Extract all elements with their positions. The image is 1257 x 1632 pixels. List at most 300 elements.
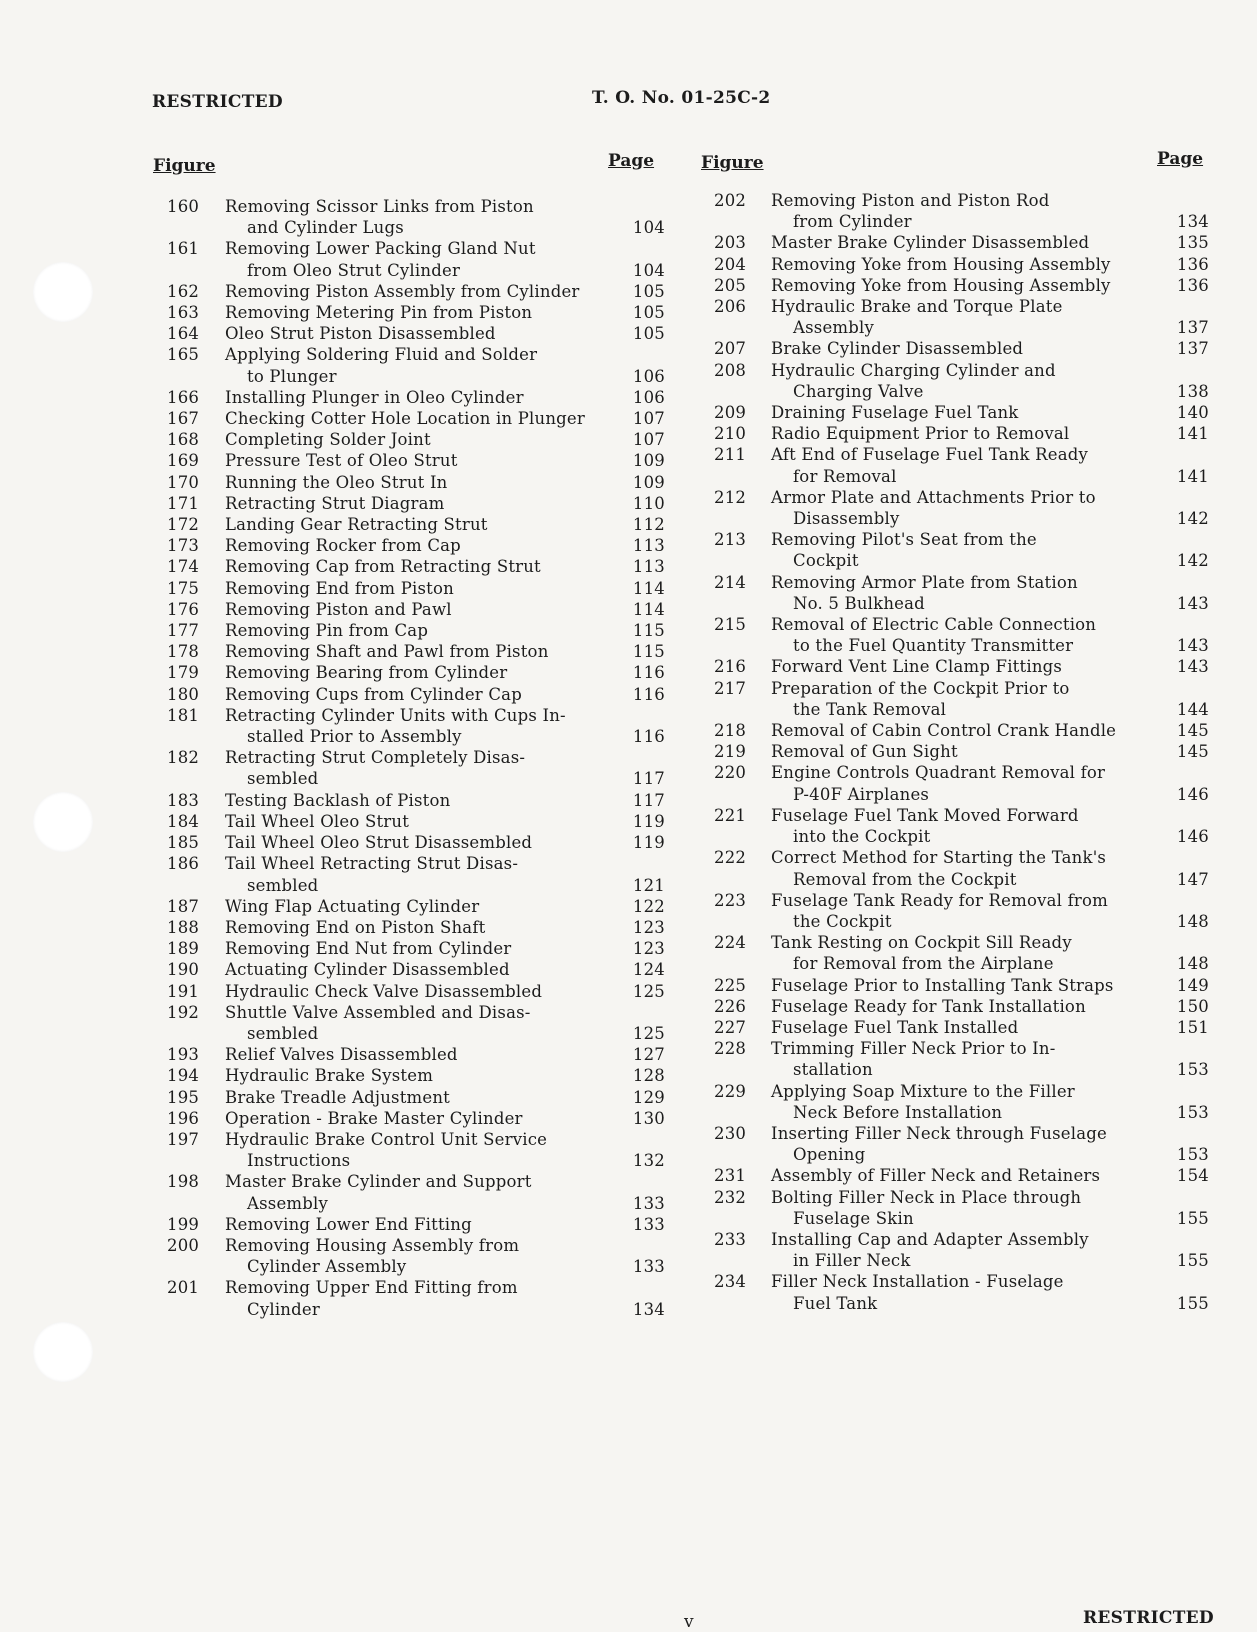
figure-entry xyxy=(167,578,665,599)
punch-hole xyxy=(33,792,93,852)
figure-title-line: Disassembly xyxy=(793,509,900,529)
figure-title-line: Tail Wheel Oleo Strut xyxy=(225,811,410,831)
figure-entry xyxy=(167,1171,665,1213)
figure-title xyxy=(771,932,1169,974)
figure-title xyxy=(771,1081,1169,1123)
figure-number: 181 xyxy=(167,705,200,725)
figure-title xyxy=(771,1271,1169,1313)
figure-entry xyxy=(167,790,665,811)
figure-number: 218 xyxy=(714,721,747,741)
page-number: 124 xyxy=(632,960,665,980)
figure-title-line: Removing Pilot's Seat from the xyxy=(771,530,1037,550)
page-number: 138 xyxy=(1176,381,1209,401)
figure-number: 170 xyxy=(167,472,200,492)
figure-entry xyxy=(167,302,665,323)
figure-number: 227 xyxy=(714,1017,747,1037)
figure-entry xyxy=(167,620,665,641)
page-number: 149 xyxy=(1176,975,1209,995)
figure-entry xyxy=(167,917,665,938)
figure-number: 229 xyxy=(714,1081,747,1101)
figure-title-line: stallation xyxy=(793,1060,873,1080)
figure-title xyxy=(771,254,1169,275)
page-number: 153 xyxy=(1176,1102,1209,1122)
figure-entry xyxy=(714,572,1209,614)
figure-entry xyxy=(167,1235,665,1277)
footer-classification: RESTRICTED xyxy=(1083,1608,1214,1628)
figure-title-line: Hydraulic Brake System xyxy=(225,1066,434,1086)
page-number: 123 xyxy=(632,917,665,937)
figure-title-line: Filler Neck Installation - Fuselage xyxy=(771,1272,1064,1292)
figure-title-line: Retracting Cylinder Units with Cups In- xyxy=(225,705,566,725)
figure-number: 189 xyxy=(167,939,200,959)
page-number: 127 xyxy=(632,1045,665,1065)
figure-title xyxy=(225,387,625,408)
figure-entry xyxy=(167,408,665,429)
figure-number: 179 xyxy=(167,663,200,683)
figure-entry xyxy=(167,281,665,302)
figure-title-line: sembled xyxy=(247,1023,319,1043)
figure-entry xyxy=(714,190,1209,232)
page-number: 150 xyxy=(1176,996,1209,1016)
figure-title xyxy=(771,975,1169,996)
page-number: 105 xyxy=(632,303,665,323)
left-page-heading: Page xyxy=(608,151,655,171)
figure-title xyxy=(225,641,625,662)
figure-title-line: sembled xyxy=(247,769,319,789)
page-number: 145 xyxy=(1176,742,1209,762)
figure-title xyxy=(225,450,625,471)
page-number: 115 xyxy=(632,642,665,662)
figure-entry xyxy=(167,938,665,959)
figure-title-line: Removing Scissor Links from Piston xyxy=(225,197,534,216)
figure-entry xyxy=(167,1002,665,1044)
figure-entry xyxy=(167,387,665,408)
figure-title-line: Removing Bearing from Cylinder xyxy=(225,663,508,683)
figure-number: 169 xyxy=(167,451,200,471)
figure-number: 168 xyxy=(167,430,200,450)
figure-title-line: Removing Lower End Fitting xyxy=(225,1214,472,1234)
figure-title-line: Oleo Strut Piston Disassembled xyxy=(225,324,496,344)
figure-title-line: Radio Equipment Prior to Removal xyxy=(771,424,1070,444)
figure-title xyxy=(225,917,625,938)
figure-title xyxy=(771,1165,1169,1186)
figure-title xyxy=(225,514,625,535)
figure-title xyxy=(225,1171,625,1213)
figure-title xyxy=(771,275,1169,296)
page-number: v xyxy=(684,1612,694,1632)
figure-title-line: the Tank Removal xyxy=(793,699,947,719)
figure-number: 165 xyxy=(167,345,200,365)
page-number: 112 xyxy=(632,515,665,535)
figure-entry xyxy=(167,747,665,789)
figure-title xyxy=(225,408,625,429)
figure-entry xyxy=(167,196,665,238)
figure-title-line: Charging Valve xyxy=(793,381,924,401)
figure-entry xyxy=(167,896,665,917)
figure-title-line: Removing Piston and Piston Rod xyxy=(771,191,1050,210)
figure-title-line: into the Cockpit xyxy=(793,827,931,847)
right-page-heading: Page xyxy=(1157,149,1204,169)
page-number: 154 xyxy=(1176,1166,1209,1186)
figure-entry xyxy=(714,1271,1209,1313)
figure-title xyxy=(771,847,1169,889)
figure-entry xyxy=(714,254,1209,275)
figure-number: 186 xyxy=(167,854,200,874)
page-number: 113 xyxy=(632,536,665,556)
figure-entry xyxy=(167,344,665,386)
page-number: 114 xyxy=(632,599,665,619)
figure-number: 210 xyxy=(714,424,747,444)
figure-title-line: Brake Cylinder Disassembled xyxy=(771,339,1024,359)
figure-title-line: Fuselage Fuel Tank Installed xyxy=(771,1017,1019,1037)
page-number: 151 xyxy=(1176,1017,1209,1037)
figure-title xyxy=(225,472,625,493)
page-number: 143 xyxy=(1176,636,1209,656)
figure-entry xyxy=(714,1229,1209,1271)
figure-number: 173 xyxy=(167,536,200,556)
page-number: 105 xyxy=(632,281,665,301)
figure-title xyxy=(225,981,625,1002)
figure-title-line: Opening xyxy=(793,1145,866,1165)
page-number: 137 xyxy=(1176,339,1209,359)
page-number: 133 xyxy=(632,1193,665,1213)
figure-title-line: Actuating Cylinder Disassembled xyxy=(225,960,510,980)
figure-title xyxy=(771,996,1169,1017)
figure-title xyxy=(771,741,1169,762)
figure-title-line: Operation - Brake Master Cylinder xyxy=(225,1108,523,1128)
figure-number: 172 xyxy=(167,515,200,535)
page-number: 116 xyxy=(632,663,665,683)
figure-title xyxy=(225,959,625,980)
figure-title-line: Tail Wheel Retracting Strut Disas- xyxy=(225,854,519,874)
figure-number: 174 xyxy=(167,557,200,577)
figure-number: 190 xyxy=(167,960,200,980)
page-number: 117 xyxy=(632,790,665,810)
figure-number: 183 xyxy=(167,790,200,810)
figure-title-line: Fuselage Skin xyxy=(793,1208,914,1228)
page-number: 106 xyxy=(632,387,665,407)
figure-entry xyxy=(714,1187,1209,1229)
left-figure-list xyxy=(167,196,665,1320)
figure-title xyxy=(771,1123,1169,1165)
figure-number: 202 xyxy=(714,191,747,210)
figure-number: 228 xyxy=(714,1039,747,1059)
figure-number: 231 xyxy=(714,1166,747,1186)
figure-title-line: Removing Piston and Pawl xyxy=(225,599,452,619)
figure-number: 193 xyxy=(167,1045,200,1065)
figure-title-line: Instructions xyxy=(247,1151,351,1171)
figure-title-line: Removing Pin from Cap xyxy=(225,621,429,641)
figure-entry xyxy=(167,429,665,450)
figure-entry xyxy=(714,805,1209,847)
figure-title xyxy=(771,232,1169,253)
figure-entry xyxy=(167,811,665,832)
figure-title xyxy=(771,360,1169,402)
figure-number: 188 xyxy=(167,917,200,937)
figure-title-line: Testing Backlash of Piston xyxy=(225,790,451,810)
right-figure-heading: Figure xyxy=(701,153,764,173)
figure-entry xyxy=(167,959,665,980)
figure-title xyxy=(225,938,625,959)
figure-title-line: Fuselage Fuel Tank Moved Forward xyxy=(771,805,1079,825)
page-number: 136 xyxy=(1176,254,1209,274)
page-number: 140 xyxy=(1176,403,1209,423)
figure-entry xyxy=(167,493,665,514)
figure-entry xyxy=(167,472,665,493)
figure-title-line: Removing Shaft and Pawl from Piston xyxy=(225,642,549,662)
page-number: 141 xyxy=(1176,466,1209,486)
page-number: 104 xyxy=(632,218,665,238)
figure-title-line: Correct Method for Starting the Tank's xyxy=(771,848,1107,868)
figure-number: 208 xyxy=(714,360,747,380)
page-number: 153 xyxy=(1176,1145,1209,1165)
figure-number: 196 xyxy=(167,1108,200,1128)
figure-number: 225 xyxy=(714,975,747,995)
figure-title-line: from Cylinder xyxy=(793,212,912,232)
figure-title xyxy=(225,1087,625,1108)
page-number: 133 xyxy=(632,1257,665,1277)
figure-number: 204 xyxy=(714,254,747,274)
figure-entry xyxy=(714,847,1209,889)
figure-number: 220 xyxy=(714,763,747,783)
page-number: 142 xyxy=(1176,509,1209,529)
figure-entry xyxy=(714,890,1209,932)
figure-title-line: Cylinder xyxy=(247,1299,320,1319)
page-number: 155 xyxy=(1176,1251,1209,1271)
figure-title-line: Tail Wheel Oleo Strut Disassembled xyxy=(225,833,533,853)
figure-entry xyxy=(167,556,665,577)
figure-title-line: No. 5 Bulkhead xyxy=(793,593,925,613)
figure-number: 184 xyxy=(167,811,200,831)
figure-number: 171 xyxy=(167,493,200,513)
page-number: 146 xyxy=(1176,784,1209,804)
figure-entry xyxy=(167,1214,665,1235)
figure-title-line: Hydraulic Brake Control Unit Service xyxy=(225,1129,548,1149)
figure-number: 207 xyxy=(714,339,747,359)
figure-number: 221 xyxy=(714,805,747,825)
figure-number: 212 xyxy=(714,487,747,507)
figure-title xyxy=(225,344,625,386)
figure-number: 164 xyxy=(167,324,200,344)
page-number: 116 xyxy=(632,727,665,747)
figure-entry xyxy=(167,981,665,1002)
figure-title-line: Landing Gear Retracting Strut xyxy=(225,515,488,535)
figure-title xyxy=(225,1129,625,1171)
figure-entry xyxy=(714,741,1209,762)
figure-title xyxy=(771,444,1169,486)
figure-title-line: Bolting Filler Neck in Place through xyxy=(771,1187,1082,1207)
figure-title-line: Preparation of the Cockpit Prior to xyxy=(771,678,1070,698)
figure-title-line: the Cockpit xyxy=(793,911,892,931)
figure-number: 177 xyxy=(167,621,200,641)
figure-title xyxy=(771,572,1169,614)
page-number: 106 xyxy=(632,366,665,386)
figure-number: 222 xyxy=(714,848,747,868)
figure-title xyxy=(771,423,1169,444)
figure-title-line: Hydraulic Brake and Torque Plate xyxy=(771,297,1063,317)
figure-title-line: for Removal xyxy=(793,466,897,486)
punch-hole xyxy=(33,1322,93,1382)
figure-title-line: Fuel Tank xyxy=(793,1293,878,1313)
page-number: 128 xyxy=(632,1066,665,1086)
figure-entry xyxy=(167,662,665,683)
page-number: 107 xyxy=(632,430,665,450)
figure-number: 161 xyxy=(167,239,200,259)
page-number: 122 xyxy=(632,896,665,916)
figure-number: 198 xyxy=(167,1172,200,1192)
figure-number: 219 xyxy=(714,742,747,762)
figure-entry xyxy=(167,1044,665,1065)
figure-title-line: Removal of Gun Sight xyxy=(771,742,958,762)
figure-title-line: Master Brake Cylinder Disassembled xyxy=(771,233,1090,253)
page-number: 115 xyxy=(632,621,665,641)
figure-title-line: Removing Lower Packing Gland Nut xyxy=(225,239,536,259)
figure-entry xyxy=(714,529,1209,571)
figure-entry xyxy=(167,853,665,895)
figure-title-line: Trimming Filler Neck Prior to In- xyxy=(771,1039,1056,1059)
figure-number: 214 xyxy=(714,572,747,592)
figure-title-line: Fuselage Ready for Tank Installation xyxy=(771,996,1086,1016)
figure-title-line: Removing Yoke from Housing Assembly xyxy=(771,275,1111,295)
figure-title xyxy=(225,662,625,683)
figure-title xyxy=(225,790,625,811)
figure-entry xyxy=(714,656,1209,677)
figure-entry xyxy=(714,360,1209,402)
figure-number: 178 xyxy=(167,642,200,662)
figure-title-line: Wing Flap Actuating Cylinder xyxy=(225,896,480,916)
figure-title xyxy=(771,656,1169,677)
figure-title-line: Shuttle Valve Assembled and Disas- xyxy=(225,1002,531,1022)
figure-entry xyxy=(714,975,1209,996)
figure-title xyxy=(225,1108,625,1129)
figure-number: 209 xyxy=(714,403,747,423)
figure-entry xyxy=(167,238,665,280)
figure-entry xyxy=(714,1165,1209,1186)
figure-number: 167 xyxy=(167,409,200,429)
figure-number: 192 xyxy=(167,1002,200,1022)
page-number: 141 xyxy=(1176,424,1209,444)
figure-title xyxy=(771,1017,1169,1038)
figure-number: 226 xyxy=(714,996,747,1016)
page-number: 146 xyxy=(1176,827,1209,847)
page-number: 105 xyxy=(632,324,665,344)
figure-title xyxy=(225,238,625,280)
figure-title-line: Checking Cotter Hole Location in Plunger xyxy=(225,409,585,429)
figure-number: 232 xyxy=(714,1187,747,1207)
figure-entry xyxy=(714,444,1209,486)
page-number: 123 xyxy=(632,939,665,959)
figure-title-line: Removing Rocker from Cap xyxy=(225,536,461,556)
page-number: 129 xyxy=(632,1087,665,1107)
figure-title-line: Forward Vent Line Clamp Fittings xyxy=(771,657,1063,677)
figure-title xyxy=(771,614,1169,656)
figure-title xyxy=(225,853,625,895)
figure-entry xyxy=(714,1123,1209,1165)
page-number: 130 xyxy=(632,1108,665,1128)
figure-title-line: Draining Fuselage Fuel Tank xyxy=(771,403,1019,423)
figure-title xyxy=(771,678,1169,720)
figure-number: 180 xyxy=(167,684,200,704)
page-number: 148 xyxy=(1176,954,1209,974)
figure-title xyxy=(771,720,1169,741)
figure-title-line: Hydraulic Check Valve Disassembled xyxy=(225,981,543,1001)
figure-title xyxy=(225,578,625,599)
figure-title xyxy=(771,338,1169,359)
page-number: 117 xyxy=(632,769,665,789)
page-number: 104 xyxy=(632,260,665,280)
figure-title xyxy=(225,1277,625,1319)
figure-title xyxy=(771,1187,1169,1229)
figure-title xyxy=(771,296,1169,338)
page-number: 145 xyxy=(1176,721,1209,741)
figure-title xyxy=(771,487,1169,529)
figure-title-line: Hydraulic Charging Cylinder and xyxy=(771,360,1056,380)
figure-title xyxy=(225,684,625,705)
figure-entry xyxy=(167,832,665,853)
figure-number: 160 xyxy=(167,197,200,216)
figure-title xyxy=(771,529,1169,571)
figure-title-line: Completing Solder Joint xyxy=(225,430,431,450)
figure-entry xyxy=(167,535,665,556)
page-number: 134 xyxy=(632,1299,665,1319)
figure-number: 176 xyxy=(167,599,200,619)
figure-title-line: Tank Resting on Cockpit Sill Ready xyxy=(771,933,1072,953)
figure-entry xyxy=(167,1129,665,1171)
figure-title xyxy=(225,1235,625,1277)
figure-entry xyxy=(167,1277,665,1319)
figure-entry xyxy=(167,599,665,620)
figure-entry xyxy=(714,1081,1209,1123)
figure-number: 175 xyxy=(167,578,200,598)
page-number: 113 xyxy=(632,557,665,577)
figure-title-line: Cockpit xyxy=(793,551,859,571)
figure-title-line: to Plunger xyxy=(247,366,337,386)
figure-entry xyxy=(714,402,1209,423)
figure-title-line: stalled Prior to Assembly xyxy=(247,727,462,747)
figure-title-line: Neck Before Installation xyxy=(793,1102,1003,1122)
page-number: 119 xyxy=(632,811,665,831)
figure-title-line: Brake Treadle Adjustment xyxy=(225,1087,450,1107)
figure-entry xyxy=(167,450,665,471)
figure-title-line: Armor Plate and Attachments Prior to xyxy=(771,487,1096,507)
figure-title-line: Relief Valves Disassembled xyxy=(225,1045,458,1065)
figure-title xyxy=(225,620,625,641)
figure-title-line: Assembly xyxy=(247,1193,329,1213)
page-number: 142 xyxy=(1176,551,1209,571)
page-number: 155 xyxy=(1176,1293,1209,1313)
figure-title xyxy=(225,705,625,747)
figure-entry xyxy=(167,641,665,662)
figure-number: 216 xyxy=(714,657,747,677)
figure-number: 205 xyxy=(714,275,747,295)
figure-number: 166 xyxy=(167,387,200,407)
figure-number: 194 xyxy=(167,1066,200,1086)
figure-title xyxy=(225,556,625,577)
figure-title xyxy=(771,190,1169,232)
figure-number: 163 xyxy=(167,303,200,323)
figure-title-line: Removing Cups from Cylinder Cap xyxy=(225,684,522,704)
figure-number: 182 xyxy=(167,748,200,768)
page-number: 137 xyxy=(1176,318,1209,338)
figure-title xyxy=(225,1214,625,1235)
page-number: 116 xyxy=(632,684,665,704)
figure-title-line: Aft End of Fuselage Fuel Tank Ready xyxy=(771,445,1089,465)
page-number: 135 xyxy=(1176,233,1209,253)
figure-number: 206 xyxy=(714,297,747,317)
figure-title-line: Removing Armor Plate from Station xyxy=(771,572,1078,592)
left-figure-heading: Figure xyxy=(153,156,216,176)
page-number: 136 xyxy=(1176,275,1209,295)
